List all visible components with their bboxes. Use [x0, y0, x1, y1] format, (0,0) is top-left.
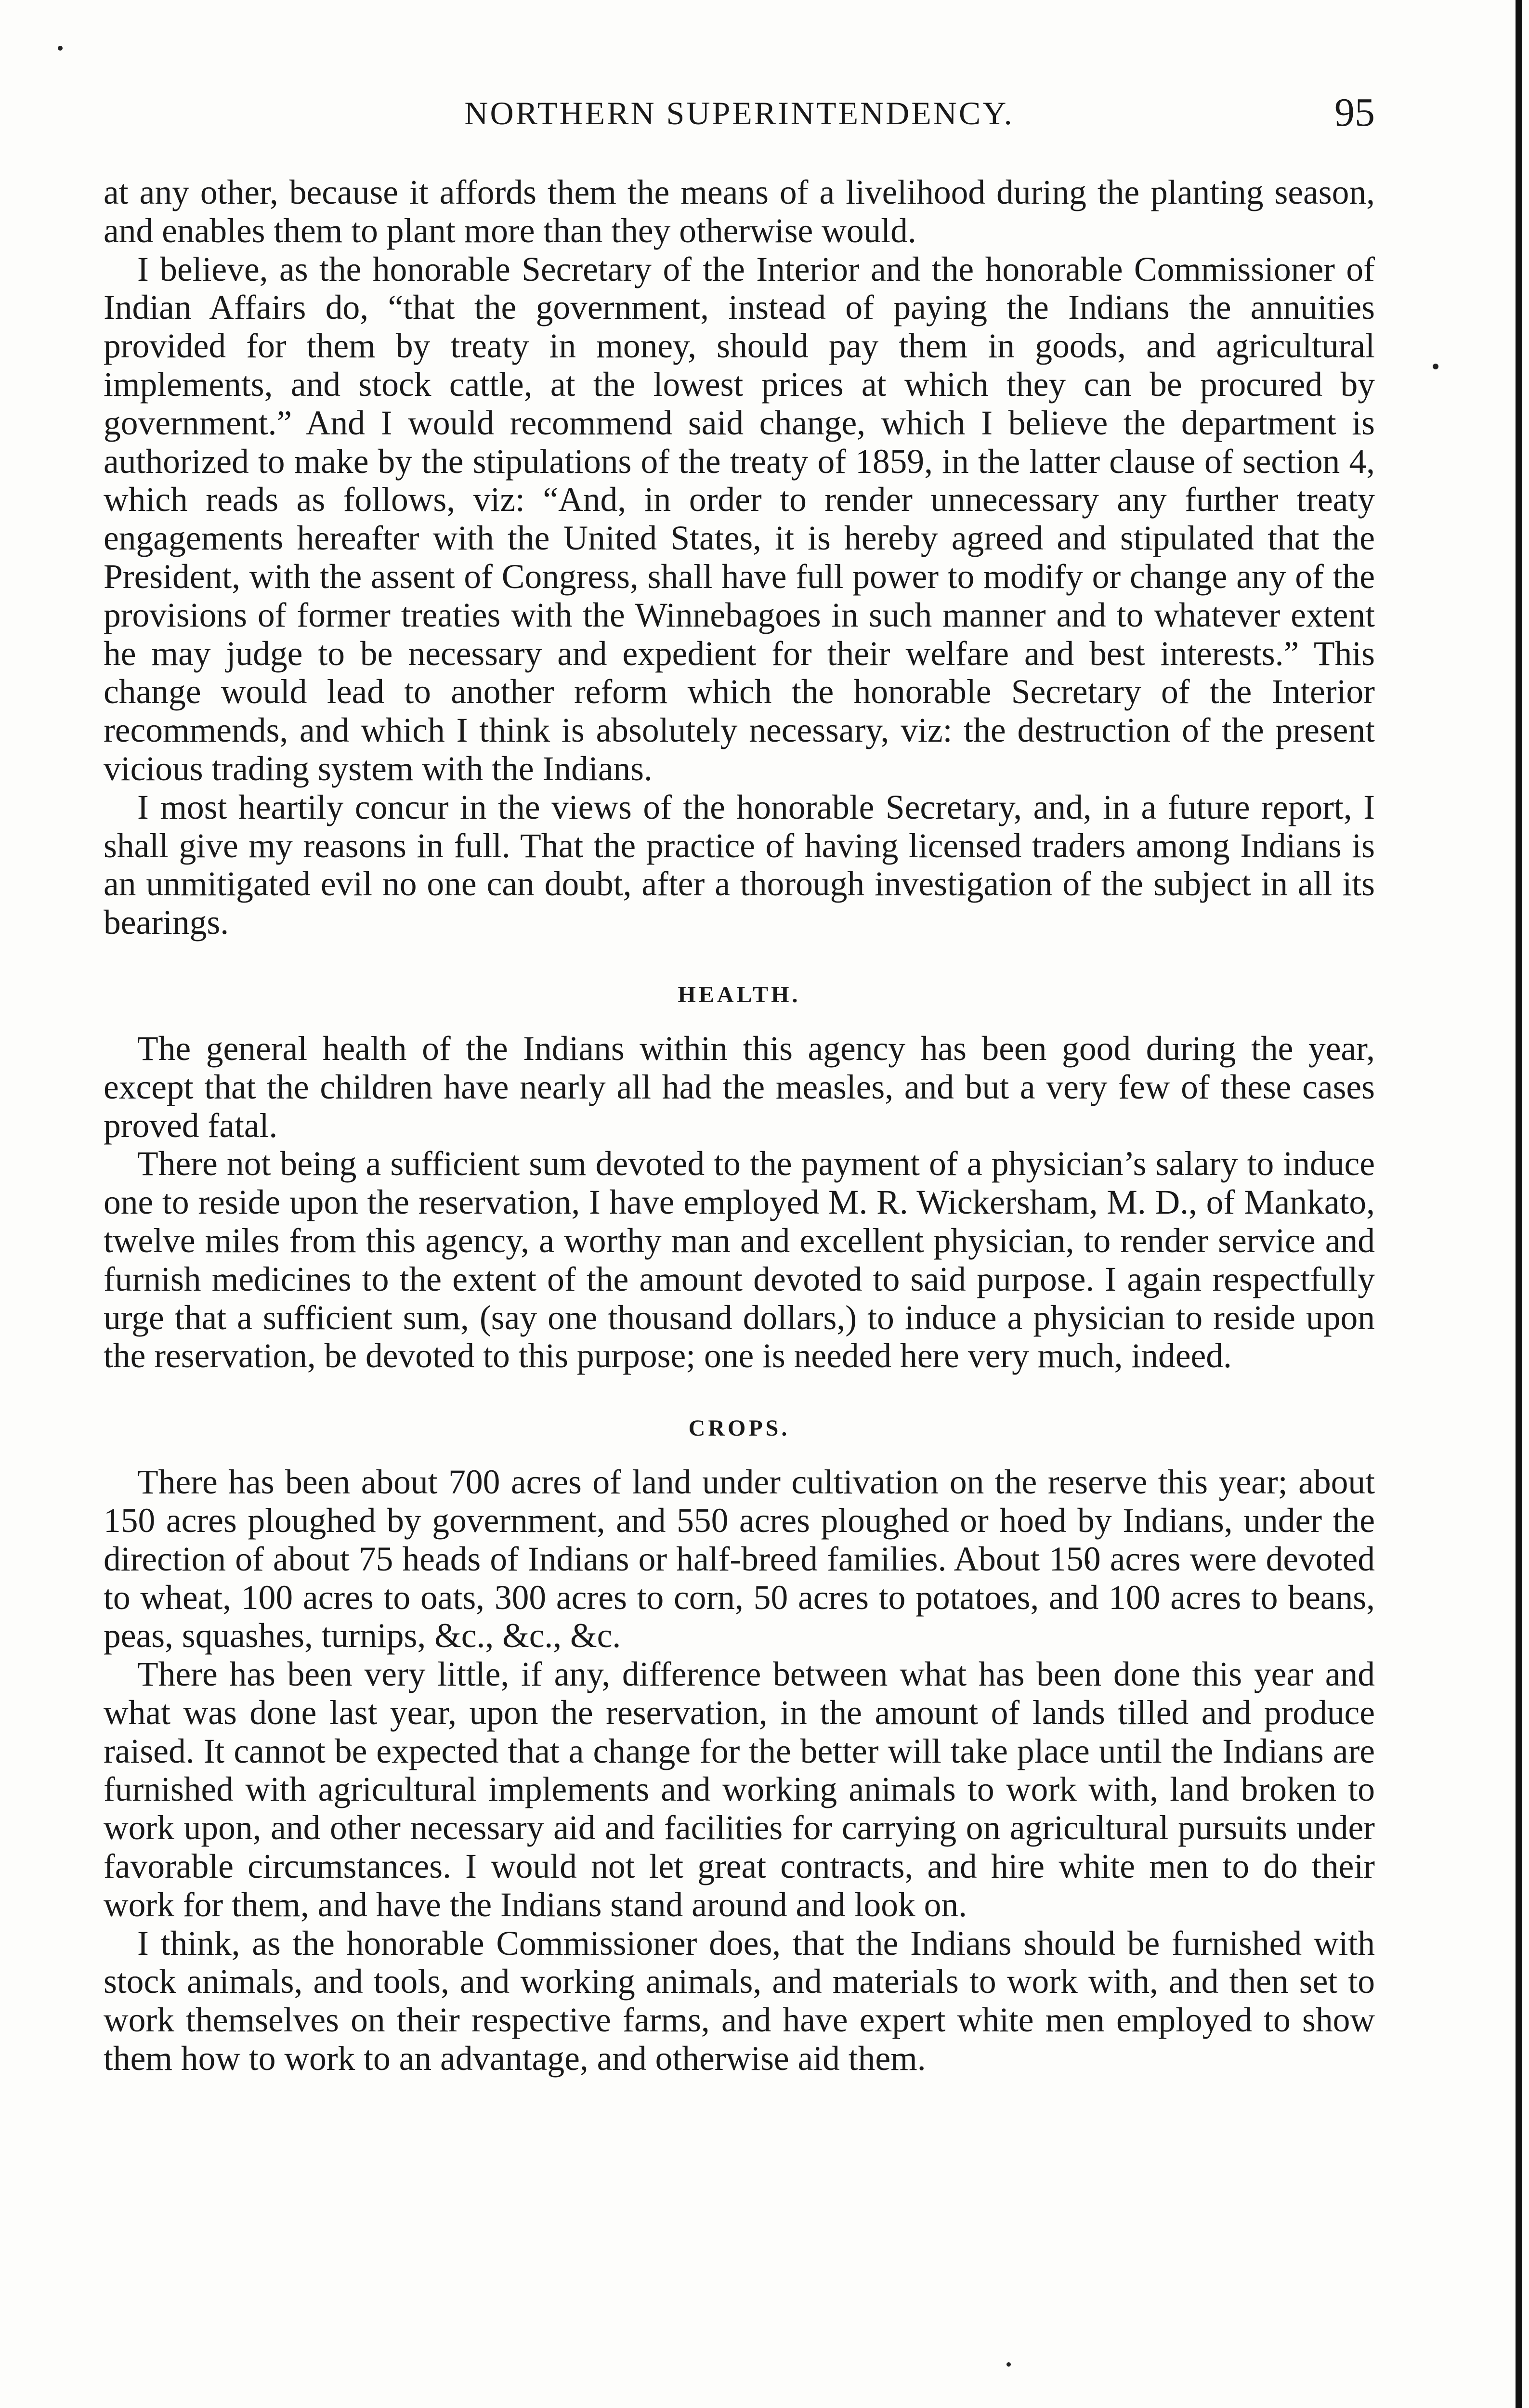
scan-edge-right: [1516, 0, 1522, 2408]
running-head: NORTHERN SUPERINTENDENCY.: [464, 95, 1014, 131]
section-heading-health: HEALTH.: [678, 982, 801, 1008]
section-heading-crops: CROPS.: [688, 1415, 790, 1441]
paragraph: The general health of the Indians within this agency has been good during the year, except that the children have nearly all had the measles, and but a very few of these cases proved fatal.: [104, 1029, 1375, 1145]
paragraph: There has been about 700 acres of land under cultivation on the reserve this year; about 150 acres ploughed by government, and 550 acres ploughed or hoed by Indians, under the direction of about 75 heads of Indians or half-breed families. About 150 acres were devoted to wheat, 100 acres to oats, 300 acres to corn, 50 acres to potatoes, and 100 acres to beans, peas, squashes, turnips, &c., &c., &c.: [104, 1463, 1375, 1655]
scan-speck: [1006, 2362, 1011, 2367]
scan-speck: [58, 46, 63, 51]
paragraph: at any other, because it affords them the means of a livelihood during the planting season, and enables them to plant more than they otherwise would.: [104, 173, 1375, 250]
body-text: [104, 173, 1375, 2078]
paragraph: There not being a sufficient sum devoted to the payment of a physician’s salary to induce one to reside upon the reservation, I have employed M. R. Wickersham, M. D., of Mankato, twelve miles from this agency, a worthy man and excellent physician, to render service and furnish medicines to the extent of the amount devoted to said purpose. I again respectfully urge that a sufficient sum, (say one thousand dollars,) to induce a physician to reside upon the reservation, be devoted to this purpose; one is needed here very much, indeed.: [104, 1145, 1375, 1375]
paragraph: I believe, as the honorable Secretary of the Interior and the honorable Commissioner of Indian Affairs do, “that the government, instead of paying the Indians the annuities provided for them by treaty in money, should pay them in goods, and agricultural implements, and stock cattle, at the lowest prices at which they can be procured by government.” And I would recommend said change, which I believe the department is authorized to make by the stipulations of the treaty of 1859, in the latter clause of section 4, which reads as follows, viz: “And, in order to render unnecessary any further treaty engagements hereafter with the United States, it is hereby agreed and stipulated that the President, with the assent of Congress, shall have full power to modify or change any of the provisions of former treaties with the Winnebagoes in such manner and to whatever extent he may judge to be necessary and expedient for their welfare and best interests.” This change would lead to another reform which the honorable Secretary of the Interior recommends, and which I think is absolutely necessary, viz: the destruction of the present vicious trading system with the Indians.: [104, 250, 1375, 788]
paragraph: I think, as the honorable Commissioner does, that the Indians should be furnished with stock animals, and tools, and working animals, and materials to work with, and then set to work themselves on their respective farms, and have expert white men employed to show them how to work to an advantage, and otherwise aid them.: [104, 1924, 1375, 2078]
page-header: [104, 92, 1375, 135]
paragraph: There has been very little, if any, difference between what has been done this year and what was done last year, upon the reservation, in the amount of lands tilled and produce raised. It cannot be expected that a change for the better will take place until the Indians are furnished with agricultural implements and working animals to work with, land broken to work upon, and other necessary aid and facilities for carrying on agricultural pursuits under favorable circumstances. I would not let great contracts, and hire white men to do their work for them, and have the Indians stand around and look on.: [104, 1655, 1375, 1924]
page-number: 95: [1334, 90, 1375, 135]
paragraph: I most heartily concur in the views of the honorable Secretary, and, in a future report, I shall give my reasons in full. That the practice of having licensed traders among Indians is an unmitigated evil no one can doubt, after a thorough investigation of the subject in all its bearings.: [104, 788, 1375, 942]
scan-speck: [1433, 364, 1438, 369]
